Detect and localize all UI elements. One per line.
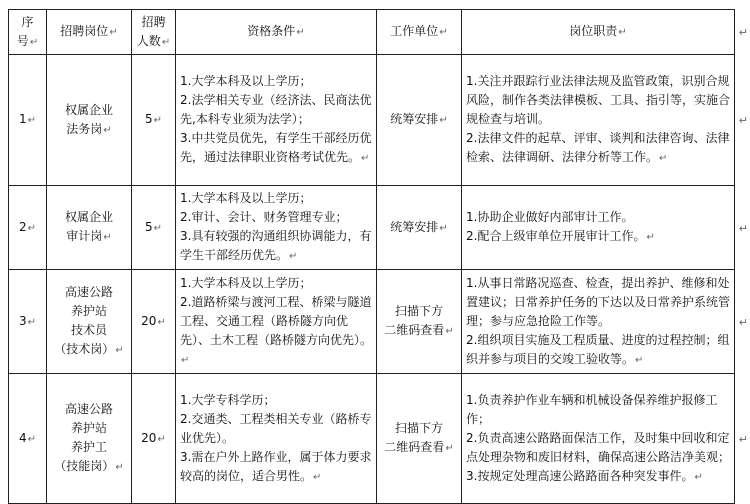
seq-cell	[9, 270, 47, 374]
recruitment-table	[8, 9, 735, 504]
unit-line: 统筹安排↵	[390, 112, 448, 126]
paragraph-mark: ↵	[618, 27, 627, 38]
qualifications-cell	[176, 55, 377, 186]
duty-item: 1.从事日常路况巡查、检查，提出养护、维修和处置建议；日常养护任务的下达以及日常养护系统管理；参与应急抢险工作等。	[466, 275, 731, 328]
position-line: 法务岗↵	[66, 121, 112, 136]
paragraph-mark: ↵	[157, 433, 166, 445]
table-row	[9, 270, 735, 374]
paragraph-mark: ↵	[439, 27, 448, 38]
paragraph-mark: ↵	[646, 232, 655, 243]
duty-item: 2.法律文件的起草、评审、谈判和法律咨询、法律检索、法律调研、法律分析等工作。↵	[466, 131, 730, 164]
paragraph-mark: ↵	[103, 232, 112, 243]
paragraph-mark: ↵	[659, 153, 668, 164]
seq-cell	[9, 186, 47, 270]
paragraph-mark: ↵	[181, 354, 190, 366]
table-row	[9, 55, 735, 186]
position-line: 审计岗↵	[66, 229, 112, 243]
row-end-mark: ↵	[738, 221, 748, 235]
header-seq-line: 序	[21, 14, 34, 29]
header-row	[9, 10, 735, 55]
unit-line: 扫描下方	[394, 421, 443, 435]
duty-item: 3.按规定处理高速公路路面各种突发事件。↵	[466, 468, 703, 483]
position-cell	[47, 374, 132, 504]
row-end-mark: ↵	[738, 432, 748, 446]
qualification-item: 1.大学专科学历；	[180, 392, 276, 407]
paragraph-mark: ↵	[445, 326, 454, 337]
position-cell	[47, 270, 132, 374]
header-position-text: 招聘岗位↵	[60, 24, 118, 38]
qualifications-cell	[176, 374, 377, 504]
position-cell	[47, 186, 132, 270]
position-line: 权属企业	[64, 210, 113, 224]
paragraph-mark: ↵	[296, 27, 305, 38]
count-cell	[132, 55, 176, 186]
count-cell	[132, 186, 176, 270]
count-value: 20↵	[141, 313, 166, 328]
count-value: 20↵	[141, 430, 166, 445]
paragraph-mark: ↵	[153, 115, 163, 126]
paragraph-mark: ↵	[27, 222, 37, 234]
header-count-line: 人数↵	[136, 33, 171, 48]
qualification-item: 2.道路桥梁与渡河工程、桥梁与隧道工程、交通工程（路桥隧方向优先）、土木工程（路桥隧方向优先）。↵	[180, 294, 373, 366]
unit-line: 二维码查看↵	[384, 440, 454, 454]
count-value: 5↵	[144, 112, 163, 126]
qualification-item: 1.大学本科及以上学历；	[180, 191, 312, 205]
position-line: 养护站	[70, 421, 107, 435]
qualification-item: 3.中共党员优先，有学生干部经历优先，通过法律职业资格考试优先。↵	[180, 131, 372, 164]
paragraph-mark: ↵	[361, 153, 370, 164]
paragraph-mark: ↵	[27, 316, 37, 328]
header-duties-text: 岗位职责↵	[569, 24, 627, 38]
paragraph-mark: ↵	[115, 462, 124, 473]
paragraph-mark: ↵	[694, 471, 703, 483]
paragraph-mark: ↵	[439, 115, 448, 126]
row-end-mark: ↵	[738, 114, 748, 127]
position-line: 高速公路	[64, 402, 113, 416]
paragraph-mark: ↵	[115, 345, 124, 356]
table-row	[9, 374, 735, 504]
duty-item: 1.协助企业做好内部审计工作。	[466, 210, 634, 224]
paragraph-mark: ↵	[27, 115, 37, 126]
qualification-item: 1.大学本科及以上学历；	[180, 74, 312, 88]
paragraph-mark: ↵	[103, 124, 112, 136]
count-value: 5↵	[144, 219, 163, 234]
paragraph-mark: ↵	[27, 433, 37, 445]
unit-cell	[377, 55, 462, 186]
duties-cell	[462, 270, 735, 374]
paragraph-mark: ↵	[635, 354, 644, 366]
header-position	[47, 10, 132, 55]
row-end-mark: ↵	[738, 26, 748, 39]
qualification-item: 3.具有较强的沟通组织协调能力，有学生干部经历优先。↵	[180, 229, 372, 262]
position-line: （技术岗）↵	[54, 342, 124, 356]
duties-cell	[462, 55, 735, 186]
unit-line: 扫描下方	[394, 304, 443, 318]
position-line: 高速公路	[64, 285, 113, 299]
position-cell	[47, 55, 132, 186]
count-cell	[132, 270, 176, 374]
position-line: 养护工	[70, 440, 107, 454]
position-line: 权属企业	[64, 102, 113, 117]
qualifications-cell	[176, 270, 377, 374]
position-line: （技能岗）↵	[54, 459, 124, 473]
qualification-item: 2.法学相关专业（经济法、民商法优先,本科专业须为法学）；	[180, 93, 372, 126]
seq-cell	[9, 55, 47, 186]
unit-cell	[377, 270, 462, 374]
paragraph-mark: ↵	[289, 251, 298, 262]
qualifications-cell	[176, 186, 377, 270]
header-qualifications-text: 资格条件↵	[247, 24, 305, 38]
duty-item: 1.关注并跟踪行业法律法规及监管政策，识别合规风险，制作各类法律模板、工具、指引等，实施合规检查与培训。	[466, 74, 731, 126]
paragraph-mark: ↵	[29, 36, 39, 48]
qualification-item: 2.审计、会计、财务管理专业；	[180, 210, 348, 224]
duty-item: 2.负责高速公路路面保洁工作，及时集中回收和定点处理杂物和废旧材料，确保高速公路洁净美观；	[466, 430, 731, 464]
duty-item: 2.组织项目实施及工程质量、进度的过程控制；组织并参与项目的交竣工验收等。↵	[466, 332, 730, 366]
row-end-mark: ↵	[738, 315, 748, 329]
unit-cell	[377, 374, 462, 504]
seq-value: 2↵	[18, 219, 37, 234]
unit-line: 二维码查看↵	[384, 323, 454, 337]
count-cell	[132, 374, 176, 504]
seq-value: 1↵	[18, 112, 37, 126]
header-seq	[9, 10, 47, 55]
table-row	[9, 186, 735, 270]
paragraph-mark: ↵	[153, 222, 163, 234]
seq-value: 4↵	[18, 430, 37, 445]
duty-item: 1.负责养护作业车辆和机械设备保养维护报修工作；	[466, 392, 718, 426]
header-count	[132, 10, 176, 55]
header-qualifications	[176, 10, 377, 55]
position-line: 技术员	[70, 323, 107, 337]
seq-value: 3↵	[18, 313, 37, 328]
qualification-item: 3.需在户外上路作业，属于体力要求较高的岗位，适合男性。↵	[180, 449, 372, 483]
paragraph-mark: ↵	[157, 316, 166, 328]
duty-item: 2.配合上级审单位开展审计工作。↵	[466, 229, 655, 243]
paragraph-mark: ↵	[445, 443, 454, 454]
qualification-item: 1.大学本科及以上学历；	[180, 275, 312, 290]
paragraph-mark: ↵	[313, 471, 322, 483]
header-seq-line: 号↵	[16, 33, 39, 48]
seq-cell	[9, 374, 47, 504]
duties-cell	[462, 186, 735, 270]
qualification-item: 2.交通类、工程类相关专业（路桥专业优先）。	[180, 411, 372, 445]
header-unit	[377, 10, 462, 55]
header-count-line: 招聘	[141, 14, 166, 29]
paragraph-mark: ↵	[439, 222, 448, 234]
unit-cell	[377, 186, 462, 270]
position-line: 养护站	[70, 304, 107, 318]
header-unit-text: 工作单位↵	[390, 24, 448, 38]
header-duties	[462, 10, 735, 55]
duties-cell	[462, 374, 735, 504]
paragraph-mark: ↵	[161, 36, 171, 48]
unit-line: 统筹安排↵	[390, 219, 448, 234]
paragraph-mark: ↵	[109, 27, 118, 38]
